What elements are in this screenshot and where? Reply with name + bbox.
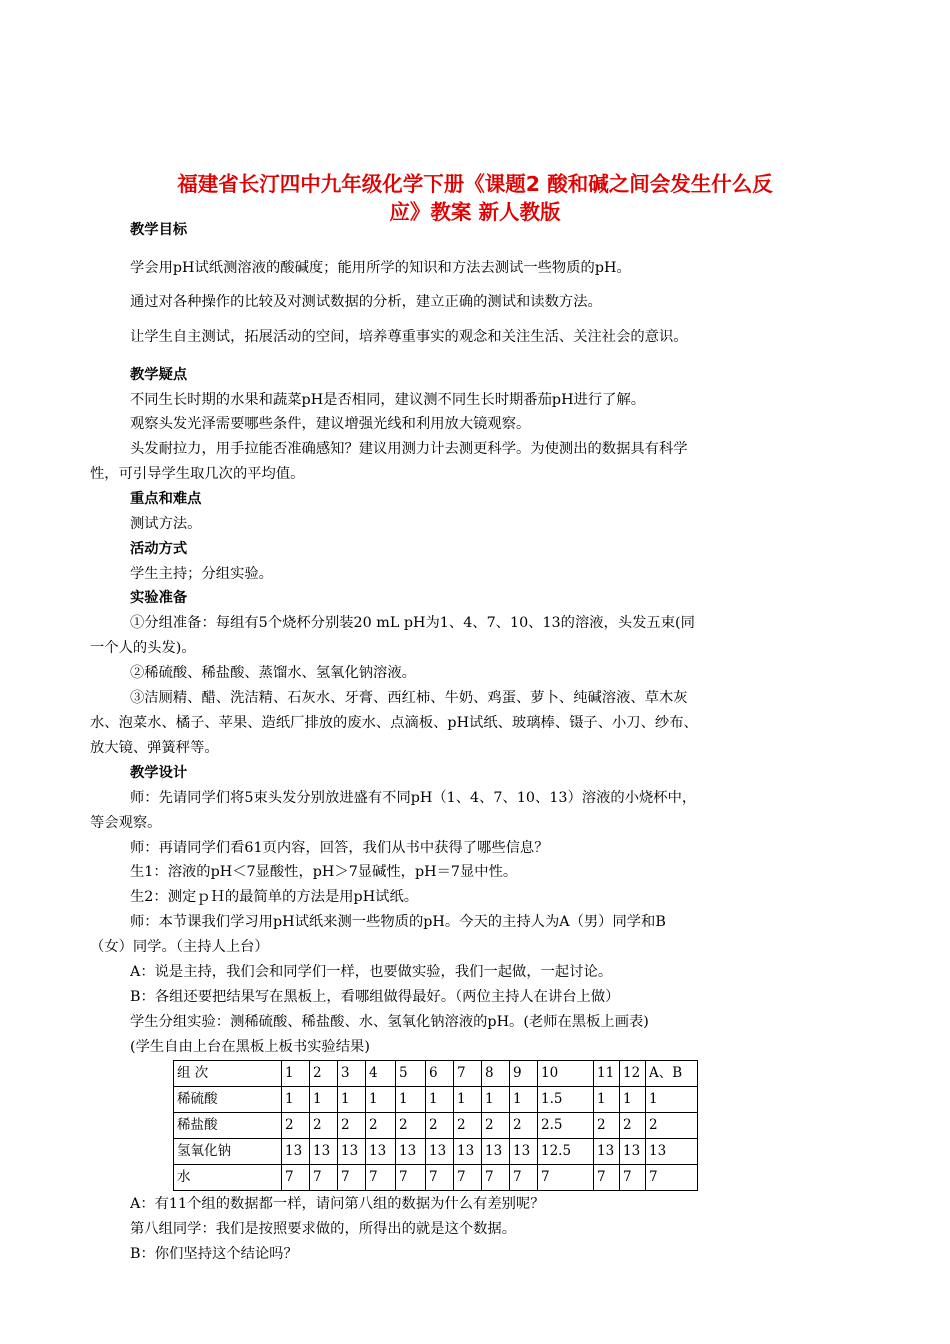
table-cell: 13 — [594, 1139, 620, 1165]
prep-line: 一个人的头发)。 — [90, 640, 196, 656]
prep-line: ①分组准备：每组有5个烧杯分别装20 mL pH为1、4、7、10、13的溶液，头发五束(同 — [130, 615, 695, 631]
design-line: 生2：测定ｐＨ的最简单的方法是用pH试纸。 — [130, 889, 419, 905]
table-cell: 7 — [646, 1165, 698, 1191]
table-cell: 2 — [282, 1113, 310, 1139]
table-cell: 2 — [310, 1113, 338, 1139]
activity-text: 学生主持；分组实验。 — [130, 566, 273, 582]
table-cell: 13 — [396, 1139, 426, 1165]
table-cell: 1 — [426, 1087, 454, 1113]
table-header-cell: 8 — [482, 1061, 510, 1087]
table-cell: 1 — [396, 1087, 426, 1113]
table-cell: 1.5 — [538, 1087, 594, 1113]
table-cell: 2 — [426, 1113, 454, 1139]
table-cell: 7 — [454, 1165, 482, 1191]
table-row — [174, 1165, 698, 1191]
table-cell: 氢氧化钠 — [174, 1139, 282, 1165]
table-header-cell: A、B — [646, 1061, 698, 1087]
table-cell: 7 — [396, 1165, 426, 1191]
table-header-cell: 4 — [366, 1061, 396, 1087]
table-cell: 7 — [620, 1165, 646, 1191]
design-line: A：说是主持，我们会和同学们一样，也要做实验，我们一起做，一起讨论。 — [130, 964, 613, 980]
table-header-cell: 7 — [454, 1061, 482, 1087]
table-cell: 2.5 — [538, 1113, 594, 1139]
table-header-cell: 5 — [396, 1061, 426, 1087]
table-cell: 13 — [510, 1139, 538, 1165]
table-header-cell: 3 — [338, 1061, 366, 1087]
design-line: 生1：溶液的pH＜7显酸性，pH＞7显碱性，pH＝7显中性。 — [130, 864, 518, 880]
table-cell: 13 — [310, 1139, 338, 1165]
table-cell: 1 — [594, 1087, 620, 1113]
table-cell: 2 — [338, 1113, 366, 1139]
table-cell: 1 — [366, 1087, 396, 1113]
table-cell: 2 — [482, 1113, 510, 1139]
table-cell: 7 — [510, 1165, 538, 1191]
goal-line: 学会用pH试纸测溶液的酸碱度；能用所学的知识和方法去测试一些物质的pH。 — [130, 260, 631, 276]
table-cell: 13 — [366, 1139, 396, 1165]
table-cell: 2 — [510, 1113, 538, 1139]
results-table — [173, 1060, 698, 1191]
doubt-line: 不同生长时期的水果和蔬菜pH是否相同，建议测不同生长时期番茄pH进行了解。 — [130, 392, 646, 408]
table-cell: 13 — [646, 1139, 698, 1165]
table-cell: 7 — [338, 1165, 366, 1191]
table-header-cell: 2 — [310, 1061, 338, 1087]
design-line: B：各组还要把结果写在黑板上，看哪组做得最好。（两位主持人在讲台上做） — [130, 989, 620, 1005]
table-cell: 2 — [454, 1113, 482, 1139]
prep-line: ②稀硫酸、稀盐酸、蒸馏水、氢氧化钠溶液。 — [130, 665, 416, 681]
table-cell: 13 — [426, 1139, 454, 1165]
table-row — [174, 1113, 698, 1139]
table-header-cell: 12 — [620, 1061, 646, 1087]
goal-line: 通过对各种操作的比较及对测试数据的分析，建立正确的测试和读数方法。 — [130, 294, 602, 310]
table-cell: 2 — [396, 1113, 426, 1139]
dialogue-line: B：你们坚持这个结论吗？ — [130, 1246, 298, 1262]
heading-key-points: 重点和难点 — [130, 491, 202, 507]
table-cell: 1 — [338, 1087, 366, 1113]
doubt-line: 性，可引导学生取几次的平均值。 — [90, 466, 305, 482]
prep-line: 水、泡菜水、橘子、苹果、造纸厂排放的废水、点滴板、pH试纸、玻璃棒、镊子、小刀、纱布、 — [90, 715, 698, 731]
table-cell: 13 — [482, 1139, 510, 1165]
table-cell: 7 — [282, 1165, 310, 1191]
table-header-row — [174, 1061, 698, 1087]
heading-doubts: 教学疑点 — [130, 367, 188, 383]
table-header-cell: 1 — [282, 1061, 310, 1087]
table-row — [174, 1087, 698, 1113]
table-cell: 1 — [454, 1087, 482, 1113]
table-cell: 2 — [366, 1113, 396, 1139]
design-line: 师：本节课我们学习用pH试纸来测一些物质的pH。今天的主持人为A（男）同学和B — [130, 914, 666, 930]
table-cell: 1 — [646, 1087, 698, 1113]
title-line-2: 应》教案 新人教版 — [389, 200, 561, 224]
doubt-line: 头发耐拉力，用手拉能否准确感知？建议用测力计去测更科学。为使测出的数据具有科学 — [130, 441, 688, 457]
table-header-cell: 9 — [510, 1061, 538, 1087]
heading-preparation: 实验准备 — [130, 590, 188, 606]
dialogue-line: 第八组同学：我们是按照要求做的，所得出的就是这个数据。 — [130, 1221, 517, 1237]
table-cell: 7 — [538, 1165, 594, 1191]
table-cell: 稀盐酸 — [174, 1113, 282, 1139]
table-cell: 2 — [594, 1113, 620, 1139]
table-cell: 7 — [310, 1165, 338, 1191]
design-line: （女）同学。（主持人上台） — [90, 939, 269, 955]
table-cell: 7 — [482, 1165, 510, 1191]
table-header-cell: 6 — [426, 1061, 454, 1087]
design-line: 师：先请同学们将5束头发分别放进盛有不同pH（1、4、7、10、13）溶液的小烧杯中， — [130, 790, 697, 806]
table-header-cell: 10 — [538, 1061, 594, 1087]
table-cell: 7 — [426, 1165, 454, 1191]
table-cell: 13 — [454, 1139, 482, 1165]
table-row — [174, 1139, 698, 1165]
design-line: 等会观察。 — [90, 815, 162, 831]
prep-line: 放大镜、弹簧秤等。 — [90, 740, 219, 756]
title-line-1: 福建省长汀四中九年级化学下册《课题2 酸和碱之间会发生什么反 — [177, 172, 773, 196]
table-cell: 水 — [174, 1165, 282, 1191]
table-cell: 13 — [338, 1139, 366, 1165]
goal-line: 让学生自主测试，拓展活动的空间，培养尊重事实的观念和关注生活、关注社会的意识。 — [130, 329, 688, 345]
table-cell: 1 — [510, 1087, 538, 1113]
table-cell: 1 — [620, 1087, 646, 1113]
doubt-line: 观察头发光泽需要哪些条件，建议增强光线和利用放大镜观察。 — [130, 416, 531, 432]
heading-goals: 教学目标 — [130, 222, 188, 238]
table-header-cell: 组 次 — [174, 1061, 282, 1087]
heading-activity: 活动方式 — [130, 541, 188, 557]
design-line: 学生分组实验：测稀硫酸、稀盐酸、水、氢氧化钠溶液的pH。(老师在黑板上画表) — [130, 1014, 649, 1030]
table-cell: 1 — [282, 1087, 310, 1113]
key-points-text: 测试方法。 — [130, 516, 202, 532]
table-cell: 2 — [646, 1113, 698, 1139]
table-cell: 13 — [620, 1139, 646, 1165]
table-cell: 7 — [594, 1165, 620, 1191]
prep-line: ③洁厕精、醋、洗洁精、石灰水、牙膏、西红柿、牛奶、鸡蛋、萝卜、纯碱溶液、草木灰 — [130, 690, 688, 706]
table-cell: 2 — [620, 1113, 646, 1139]
design-line: (学生自由上台在黑板上板书实验结果) — [130, 1039, 370, 1055]
table-cell: 13 — [282, 1139, 310, 1165]
table-cell: 1 — [310, 1087, 338, 1113]
dialogue-line: A：有11个组的数据都一样，请问第八组的数据为什么有差别呢？ — [130, 1196, 545, 1212]
table-cell: 12.5 — [538, 1139, 594, 1165]
table-cell: 稀硫酸 — [174, 1087, 282, 1113]
table-cell: 1 — [482, 1087, 510, 1113]
heading-design: 教学设计 — [130, 765, 188, 781]
table-cell: 7 — [366, 1165, 396, 1191]
table-header-cell: 11 — [594, 1061, 620, 1087]
design-line: 师：再请同学们看61页内容，回答，我们从书中获得了哪些信息？ — [130, 840, 549, 856]
